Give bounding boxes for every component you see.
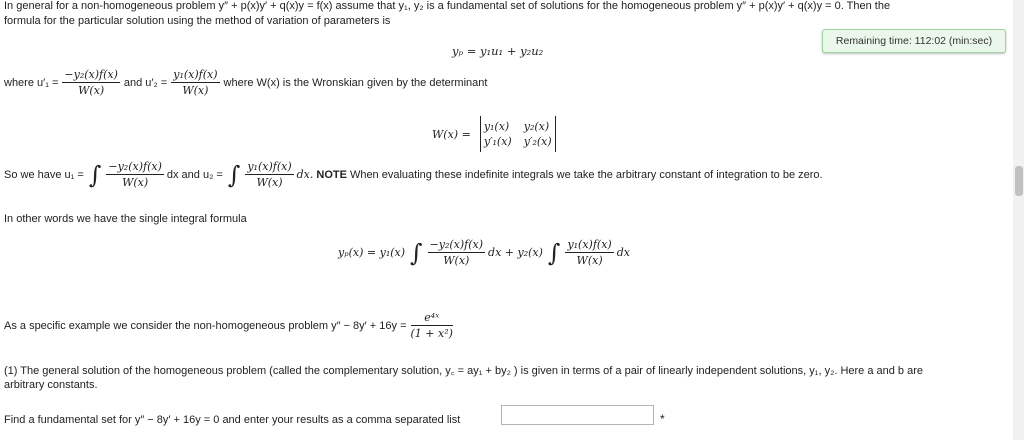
other-words-text: In other words we have the single integral formula: [4, 213, 247, 225]
forcing-numerator: e⁴ˣ: [411, 311, 453, 326]
intro-line-2: formula for the particular solution using the method of variation of parameters is: [4, 15, 391, 27]
single-integrand-1: [428, 238, 486, 267]
remaining-time-badge: Remaining time: 112:02 (min:sec): [822, 29, 1006, 53]
integral-sign-1: ∫: [88, 160, 102, 189]
find-fundamental-set-prompt: Find a fundamental set for y″ − 8y′ + 16y = 0 and enter your results as a comma separated list: [4, 414, 461, 426]
where-prefix: where u′₁ =: [4, 76, 59, 89]
det-entry-d: y′₂(x): [523, 135, 552, 148]
determinant-matrix: [477, 116, 559, 152]
wronskian-description: where W(x) is the Wronskian given by the determinant: [223, 76, 488, 89]
single-formula-middle: dx + y₂(x): [488, 246, 543, 259]
integral-sign-3: ∫: [410, 238, 423, 267]
det-entry-b: y₂(x): [523, 120, 550, 133]
u1-integrand: [106, 160, 164, 189]
scrollbar-thumb[interactable]: [1015, 166, 1023, 196]
dx-period: dx.: [296, 168, 314, 181]
single-integral-formula: [338, 238, 630, 267]
u1-prime-fraction: [62, 68, 120, 97]
answer-input[interactable]: [501, 405, 654, 425]
integral-sign-4: ∫: [547, 238, 561, 267]
u2-integrand: [245, 160, 293, 189]
so-we-have-prefix: So we have u₁ =: [4, 168, 84, 181]
integral-formulas: [4, 160, 823, 189]
integral-sign-2: ∫: [227, 160, 241, 189]
required-marker: *: [660, 412, 665, 426]
forcing-denominator: (1 + x²): [410, 327, 453, 340]
part1-line-2: arbitrary constants.: [4, 379, 98, 391]
u1-integrand-denominator: W(x): [122, 176, 149, 189]
and-u2-prime: and u′₂ =: [123, 76, 168, 89]
u2-integrand-denominator: W(x): [256, 176, 283, 189]
derivative-formulas: [4, 68, 487, 97]
specific-example: [4, 311, 453, 340]
single-integrand-2: [565, 238, 613, 267]
dx-and-u2: dx and u₂ =: [166, 168, 223, 181]
u1-prime-numerator: −y₂(x)f(x): [64, 68, 118, 81]
single-integrand-1-numerator: −y₂(x)f(x): [429, 238, 484, 251]
u2-prime-fraction: [171, 68, 219, 97]
example-text: As a specific example we consider the non-homogeneous problem y″ − 8y′ + 16y =: [4, 319, 407, 332]
u2-integrand-numerator: y₁(x)f(x): [247, 160, 292, 173]
u2-prime-denominator: W(x): [182, 84, 209, 97]
wronskian-determinant: [432, 116, 559, 152]
note-text: When evaluating these indefinite integrals we take the arbitrary constant of integration to be zero.: [349, 168, 823, 181]
det-entry-c: y′₁(x): [483, 135, 512, 148]
single-formula-lhs: yₚ(x) = y₁(x): [338, 246, 406, 259]
intro-line-1: In general for a non-homogeneous problem y″ + p(x)y′ + q(x)y = f(x) assume that y₁, y₂ is a fundamental set of solutions for the homogeneous problem y″ + p(x)y′ + q(x)y = 0. Then the: [4, 0, 891, 12]
det-entry-a: y₁(x): [483, 120, 510, 133]
single-integrand-2-denominator: W(x): [576, 254, 603, 267]
single-formula-dx: dx: [616, 246, 630, 259]
part1-line-1: (1) The general solution of the homogeneous problem (called the complementary solution, y꜀ = ay₁ + by₂ ) is given in terms of a pair of linearly independent solutions, y₁, y₂. Here a and b are: [4, 365, 924, 377]
single-integrand-1-denominator: W(x): [443, 254, 470, 267]
note-label: NOTE: [316, 168, 347, 181]
forcing-function-fraction: [411, 311, 453, 340]
u2-prime-numerator: y₁(x)f(x): [173, 68, 218, 81]
u1-integrand-numerator: −y₂(x)f(x): [108, 160, 162, 173]
u1-prime-denominator: W(x): [78, 84, 105, 97]
single-integrand-2-numerator: y₁(x)f(x): [567, 238, 612, 251]
scrollbar-track[interactable]: [1013, 0, 1024, 440]
particular-solution-equation: yₚ = y₁u₁ + y₂u₂: [452, 44, 544, 58]
wronskian-lhs: W(x) =: [432, 127, 471, 141]
